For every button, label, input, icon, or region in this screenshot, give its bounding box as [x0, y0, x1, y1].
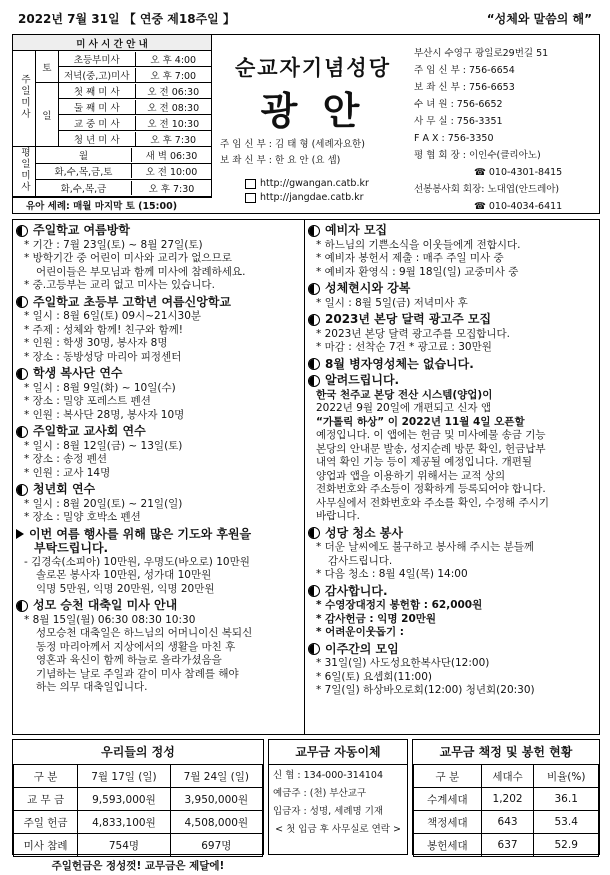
section-line: * 일시 : 8월 6일(토) 09시~21시30분 — [24, 310, 202, 322]
section-title: 성당 청소 봉사 — [325, 525, 403, 540]
table-cell: 4,508,000원 — [170, 811, 262, 834]
mass-name: 첫 째 미 사 — [59, 84, 136, 98]
section-title: 8월 병자영성체는 없습니다. — [325, 356, 474, 371]
section-line: 하는 의무 대축일입니다. — [36, 681, 148, 693]
section-title-cont: 부탁드립니다. — [34, 541, 109, 555]
assistant-line: 보 좌 신 부 : 한 요 안 (요 셉) — [220, 155, 341, 166]
section-line: * 장소 : 밀양 포레스트 펜션 — [24, 395, 151, 407]
offering-table — [13, 764, 263, 857]
sender-rule: 입금자 : 성명, 세례명 기재 — [273, 806, 384, 817]
section-line: 감사드립니다. — [328, 554, 393, 567]
section-line: 어린이들은 부모님과 함께 미사에 참례하세요. — [36, 265, 246, 278]
half-circle-bullet-icon — [16, 600, 28, 612]
status-title: 교무금 책정 및 봉헌 현황 — [439, 745, 573, 759]
triangle-bullet-icon — [16, 529, 24, 539]
table-cell: 637 — [481, 834, 534, 857]
section-title: 주일학교 여름방학 — [33, 223, 130, 237]
home-icon — [245, 179, 256, 189]
section-line: * 인원 : 학생 30명, 봉사자 8명 — [24, 337, 168, 349]
website-link-jangdae[interactable]: http://jangdae.catb.kr — [260, 192, 364, 203]
section-line: * 수영장대정지 봉헌함 : 62,000원 — [316, 599, 483, 611]
parish-name: 순교자기념성당 — [234, 56, 391, 80]
section-line: * 장소 : 동방성당 마리아 피정센터 — [24, 350, 182, 363]
section-line: * 방학기간 중 어린이 미사와 교리가 없으므로 — [24, 252, 232, 264]
contact-line: F A X : 756-3350 — [414, 133, 494, 144]
section-line: 2022년 9월 20일에 개편되고 신자 앱 — [316, 402, 492, 414]
table-cell: 봉헌세대 — [414, 834, 482, 857]
mass-schedule-table — [12, 34, 212, 197]
weekday-mass-label: 평일미사 — [19, 147, 30, 193]
table-header: 구 분 — [414, 765, 482, 788]
website-link-gwangan[interactable]: http://gwangan.catb.kr — [260, 178, 369, 189]
mass-time: 오 후 7:30 — [150, 134, 197, 146]
status-table — [413, 764, 599, 857]
table-cell: 1,202 — [481, 788, 534, 811]
mass-time: 오 전 06:30 — [147, 86, 200, 98]
table-cell: 교 무 금 — [14, 788, 78, 811]
section-line: * 기간 : 7월 23일(토) ~ 8월 27일(토) — [24, 238, 203, 251]
table-cell: 36.1 — [534, 788, 599, 811]
contact-line: 사 무 실 : 756-3351 — [414, 116, 503, 127]
section-line: * 일시 : 8월 20일(토) ~ 21일(일) — [24, 497, 183, 510]
section-line: * 예비자 환영식 : 9월 18일(일) 교중미사 중 — [316, 265, 519, 278]
section-line: 바랍니다. — [316, 510, 360, 522]
section-line: * 하느님의 기쁜소식을 이웃들에게 전합시다. — [316, 238, 521, 251]
table-cell: 754명 — [78, 834, 170, 857]
parish-title-text: 광 안 — [260, 89, 366, 133]
offering-box — [12, 739, 264, 872]
pastor-line: 주 임 신 부 : 김 태 형 (세례자요한) — [220, 139, 365, 150]
section-line: * 예비자 봉헌서 제출 : 매주 주일 미사 중 — [316, 252, 504, 264]
section-line: * 7일(일) 하상바오로회(12:00) 청년회(20:30) — [316, 684, 535, 696]
table-cell: 9,593,000원 — [78, 788, 170, 811]
section-line: * 6일(토) 요셉회(11:00) — [316, 670, 432, 683]
table-header: 7월 17일 (일) — [78, 765, 170, 788]
mass-name: 월 — [36, 148, 132, 162]
section-title: 2023년 본당 달력 광고주 모집 — [325, 312, 492, 326]
status-box — [412, 739, 600, 855]
section-line: * 8월 15일(월) 06:30 08:30 10:30 — [24, 613, 196, 626]
transfer-note: < 첫 입금 후 사무실로 연락 > — [275, 824, 401, 835]
mass-name: 둘 째 미 사 — [59, 100, 136, 114]
transfer-title: 교무금 자동이체 — [269, 740, 407, 765]
address: 부산시 수영구 광일로29번길 51 — [414, 48, 549, 59]
mass-time: 오 전 10:30 — [147, 118, 200, 130]
section-line: * 중.고등부는 교리 없고 미사는 있습니다. — [24, 279, 215, 291]
mass-title: 미 사 시 간 안 내 — [13, 35, 212, 51]
section-line: 전화번호와 주소등이 정확하게 등록되어야 합니다. — [316, 483, 546, 495]
section-line: * 마감 : 선착순 7건 * 광고료 : 30만원 — [316, 341, 492, 353]
table-cell: 수계세대 — [414, 788, 482, 811]
contact-line: ☎ 010-4301-8415 — [474, 167, 563, 178]
transfer-box — [268, 739, 408, 855]
mass-time: 새 벽 06:30 — [145, 150, 198, 162]
mass-time: 오 후 7:30 — [148, 184, 195, 196]
right-column — [308, 221, 598, 698]
section-title: 예비자 모집 — [325, 223, 388, 237]
section-title: 주일학교 초등부 고학년 여름신앙학교 — [33, 294, 232, 309]
section-subtitle: 한국 천주교 본당 전산 시스템(양업)이 — [316, 388, 493, 401]
section-line: * 일시 : 8월 9일(화) ~ 10일(수) — [24, 381, 176, 394]
sun-label: 일 — [36, 83, 59, 147]
half-circle-bullet-icon — [16, 225, 28, 237]
section-title: 이주간의 모임 — [325, 641, 399, 656]
section-line: * 장소 : 밀양 호박소 펜션 — [24, 511, 141, 523]
section-line: 사무실에서 전화번호와 주소를 확인, 수정해 주시기 — [316, 496, 550, 509]
offering-title: 우리들의 정성 — [101, 745, 175, 759]
table-cell: 3,950,000원 — [170, 788, 262, 811]
section-line: 기념하는 날로 주일과 같이 미사 참례를 해야 — [36, 667, 239, 680]
mass-name: 초등부미사 — [59, 52, 136, 66]
half-circle-bullet-icon — [308, 283, 320, 295]
section-line: 솔로몬 봉사자 10만원, 성가대 10만원 — [36, 569, 212, 581]
priest-info — [220, 137, 365, 169]
section-line: * 일시 : 8월 5일(금) 저녁미사 후 — [316, 296, 468, 309]
half-circle-bullet-icon — [308, 358, 320, 370]
parish-title — [218, 80, 408, 135]
sat-label: 토 — [36, 51, 59, 83]
half-circle-bullet-icon — [16, 296, 28, 308]
half-circle-bullet-icon — [308, 643, 320, 655]
bank-account: 신 협 : 134-000-314104 — [273, 770, 384, 781]
section-line: 동정 마리아께서 지상에서의 생활을 마친 후 — [36, 640, 236, 653]
section-line: 영혼과 육신이 함께 하늘로 올라가셨음을 — [36, 654, 222, 666]
table-cell: 53.4 — [534, 811, 599, 834]
section-title: 감사합니다. — [325, 583, 388, 598]
bulletin-motto: “성체와 말씀의 해” — [486, 12, 592, 26]
table-header: 구 분 — [14, 765, 78, 788]
mass-time: 오 전 10:00 — [145, 167, 198, 179]
half-circle-bullet-icon — [16, 426, 28, 438]
section-line: 본당의 안내문 발송, 성지순례 방문 확인, 헌금납부 — [316, 442, 546, 455]
mass-time: 오 전 08:30 — [147, 102, 200, 114]
table-cell: 미사 참례 — [14, 834, 78, 857]
section-line: 내역 확인 기능 등이 제공될 예정입니다. 개편될 — [316, 456, 533, 468]
section-title: 주일학교 교사회 연수 — [33, 424, 146, 438]
section-line: * 2023년 본당 달력 광고주를 모집합니다. — [316, 327, 510, 340]
mass-name: 청 년 미 사 — [59, 132, 136, 146]
section-line: * 어려운이웃돕기 : — [316, 626, 405, 638]
section-line: * 감사헌금 : 익명 20만원 — [316, 612, 437, 625]
half-circle-bullet-icon — [308, 225, 320, 237]
contact-line: 평 협 회 장 : 이인수(클리아노) — [414, 150, 541, 161]
mass-time: 오 후 7:00 — [150, 70, 197, 82]
offering-footer: 주일헌금은 정성껏! 교무금은 제달에! — [51, 860, 225, 872]
contact-line: 주 임 신 부 : 756-6654 — [414, 65, 515, 76]
section-line: 양업과 앱을 이용하기 위해서는 교적 상의 — [316, 469, 506, 482]
table-cell: 책정세대 — [414, 811, 482, 834]
table-cell: 4,833,100원 — [78, 811, 170, 834]
section-line: “가톨릭 하상” 이 2022년 11월 4일 오픈할 — [316, 415, 525, 428]
section-line: * 장소 : 송정 펜션 — [24, 453, 107, 465]
section-line: * 인원 : 교사 14명 — [24, 466, 111, 479]
mass-time: 오 후 4:00 — [150, 54, 197, 66]
table-cell: 52.9 — [534, 834, 599, 857]
section-line: * 인원 : 복사단 28명, 봉사자 10명 — [24, 408, 185, 421]
baptism-note: 유아 세례: 매월 마지막 토 (15:00) — [12, 197, 212, 214]
account-holder: 예금주 : (천) 부산교구 — [273, 788, 367, 799]
table-cell: 697명 — [170, 834, 262, 857]
mass-name: 교 중 미 사 — [59, 116, 136, 130]
mass-name: 저녁(중,고)미사 — [59, 68, 136, 82]
half-circle-bullet-icon — [308, 314, 320, 326]
half-circle-bullet-icon — [16, 368, 28, 380]
table-header: 7월 24일 (일) — [170, 765, 262, 788]
section-title: 이번 여름 행사를 위해 많은 기도와 후원을 — [29, 526, 252, 541]
section-line: - 김경숙(소피아) 10만원, 우명도(바오로) 10만원 — [24, 555, 250, 568]
table-header: 비율(%) — [534, 765, 599, 788]
bulletin-date: 2022년 7월 31일 【 연중 제18주일 】 — [18, 12, 235, 26]
section-title: 알려드립니다. — [325, 373, 400, 387]
section-line: 예정입니다. 이 앱에는 헌금 및 미사예물 송금 기능 — [316, 429, 546, 441]
contact-line: 수 녀 원 : 756-6652 — [414, 99, 503, 110]
table-cell: 주일 헌금 — [14, 811, 78, 834]
section-line: * 31일(일) 사도성요한복사단(12:00) — [316, 657, 490, 669]
mass-name: 화,수,목,금 — [36, 181, 132, 195]
half-circle-bullet-icon — [308, 527, 320, 539]
section-title: 청년회 연수 — [33, 482, 96, 496]
column-divider — [304, 219, 305, 735]
half-circle-bullet-icon — [16, 484, 28, 496]
contact-line: ☎ 010-4034-6411 — [474, 201, 563, 212]
section-line: * 일시 : 8월 12일(금) ~ 13일(토) — [24, 439, 183, 452]
contact-line: 선봉봉사회 회장: 노대엽(안드레아) — [414, 184, 560, 195]
website-links — [245, 177, 369, 205]
table-header: 세대수 — [481, 765, 534, 788]
table-cell: 643 — [481, 811, 534, 834]
section-line: * 더운 날씨에도 불구하고 봉사해 주시는 분들께 — [316, 541, 534, 553]
home-icon — [245, 193, 256, 203]
section-line: 익명 5만원, 익명 20만원, 익명 20만원 — [36, 582, 215, 595]
contact-info — [414, 45, 600, 215]
contact-line: 보 좌 신 부 : 756-6653 — [414, 82, 515, 93]
half-circle-bullet-icon — [308, 375, 320, 387]
section-line: 성모승천 대축일은 하느님의 어머니이신 복되신 — [36, 627, 253, 639]
section-title: 성모 승천 대축일 미사 안내 — [33, 598, 178, 612]
section-title: 성체현시와 강복 — [325, 281, 411, 295]
left-column — [16, 221, 302, 695]
section-title: 학생 복사단 연수 — [33, 366, 123, 380]
section-line: * 주제 : 성체와 함께! 친구와 함께! — [24, 323, 183, 336]
sunday-mass-label: 주일미사 — [19, 74, 30, 120]
section-line: * 다음 청소 : 8월 4일(목) 14:00 — [316, 568, 468, 580]
mass-name: 화,수,목,금,토 — [36, 164, 132, 178]
half-circle-bullet-icon — [308, 585, 320, 597]
